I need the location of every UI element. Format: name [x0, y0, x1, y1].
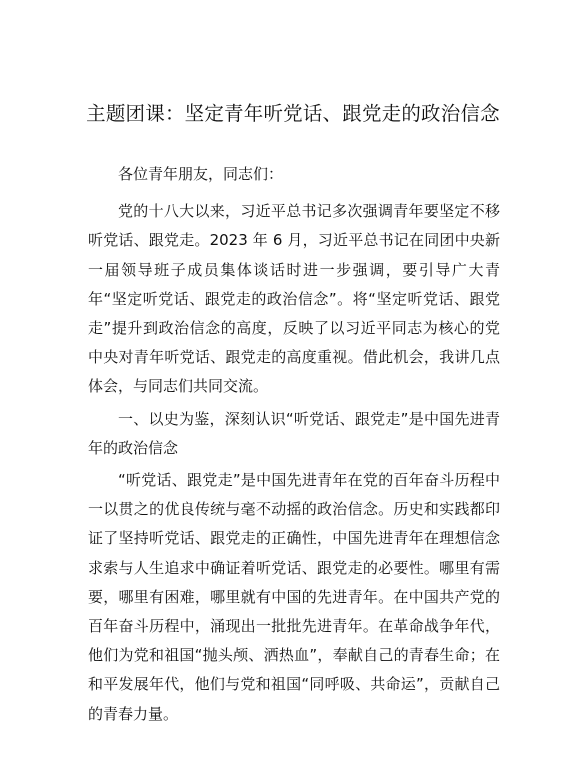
salutation-paragraph: 各位青年朋友，同志们：	[118, 165, 284, 183]
section-paragraph-1: “听党话、跟党走”是中国先进青年在党的百年奋斗历程中一以贯之的优良传统与毫不动摇的政治信念。历史和实践都印证了坚持听党话、跟党走的正确性，中国先进青年在理想信念求索与人生追求中确证着听党话、跟党走的必要性。哪里有需要，哪里有困难，哪里就有中国的先进青年。在中国共产党的百年奋斗历程中，涌现出一批批先进青年。在革命战争年代，他们为党和祖国“抛头颅、洒热血”，奉献自己的青春生命；在和平发展年代，他们与党和祖国“同呼吸、共命运”，贡献自己的青春力量。	[88, 471, 500, 723]
section-heading-1: 一、以史为鉴，深刻认识“听党话、跟党走”是中国先进青年的政治信念	[88, 409, 500, 457]
intro-paragraph: 党的十八大以来，习近平总书记多次强调青年要坚定不移听党话、跟党走。2023 年 6 月，习近平总书记在同团中央新一届领导班子成员集体谈话时进一步强调，要引导广大青年“坚定听党话、跟党走的政治信念”。将“坚定听党话、跟党走”提升到政治信念的高度，反映了以习近平同志为核心的党中央对青年听党话、跟党走的高度重视。借此机会，我讲几点体会，与同志们共同交流。	[88, 202, 500, 396]
document-body	[88, 160, 500, 729]
document-title: 主题团课：坚定青年听党话、跟党走的政治信念	[86, 102, 500, 125]
